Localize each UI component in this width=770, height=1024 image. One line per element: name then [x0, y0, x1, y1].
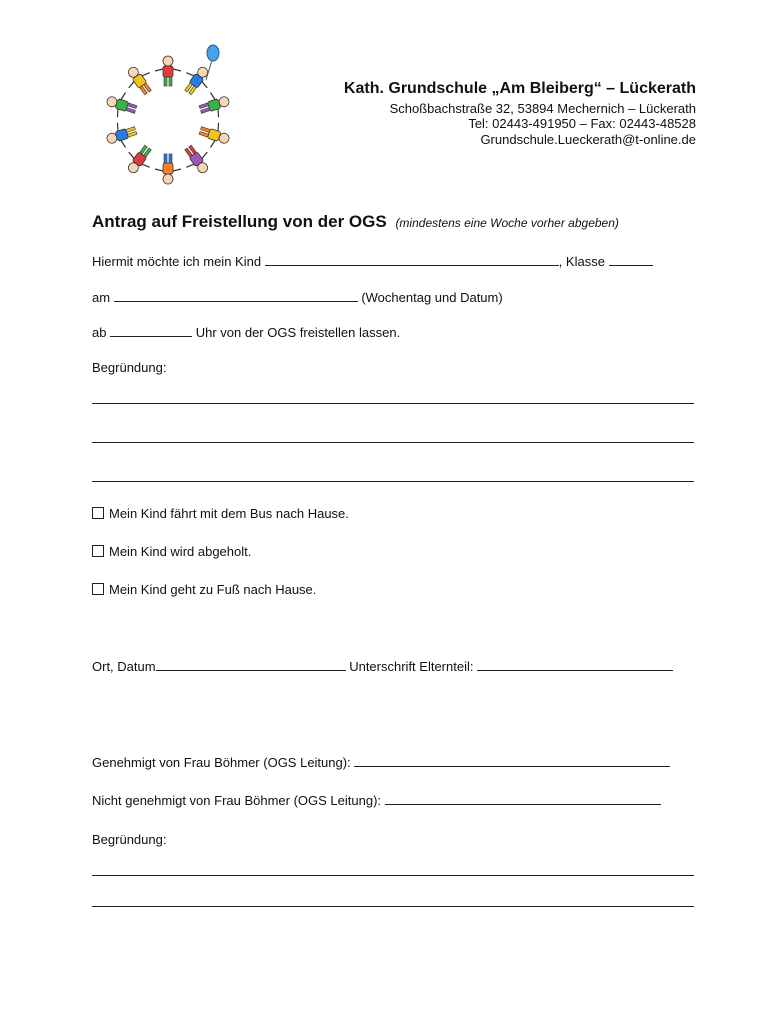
signature-label: Unterschrift Elternteil:: [349, 659, 474, 674]
date-hint: (Wochentag und Datum): [361, 290, 503, 305]
reason-label-2: Begründung:: [92, 832, 167, 847]
option-bus-label: Mein Kind fährt mit dem Bus nach Hause.: [109, 506, 349, 521]
time-field[interactable]: [110, 324, 192, 337]
option-pickup-label: Mein Kind wird abgeholt.: [109, 544, 252, 559]
reason-line-4[interactable]: [92, 875, 694, 876]
school-email: Grundschule.Lueckerath@t-online.de: [480, 132, 696, 147]
weekday-date-field[interactable]: [114, 289, 358, 302]
not-approved-label: Nicht genehmigt von Frau Böhmer (OGS Leitung):: [92, 793, 382, 808]
reason-label: Begründung:: [92, 360, 167, 375]
approved-line: [92, 754, 670, 770]
place-date-field[interactable]: [156, 658, 346, 671]
form-title: [92, 212, 619, 232]
form-title-text: Antrag auf Freistellung von der OGS: [92, 212, 387, 231]
date-label: am: [92, 290, 111, 305]
school-address: Schoßbachstraße 32, 53894 Mechernich – Lückerath: [389, 101, 696, 116]
reason-line-1[interactable]: [92, 403, 694, 404]
not-approved-signature-field[interactable]: [385, 792, 661, 805]
approved-label: Genehmigt von Frau Böhmer (OGS Leitung):: [92, 755, 351, 770]
place-date-label: Ort, Datum: [92, 659, 156, 674]
child-figure-icon: [155, 56, 181, 86]
child-figure-icon: [155, 154, 181, 184]
class-field[interactable]: [609, 253, 653, 266]
child-figure-icon: [120, 140, 159, 180]
child-figure-icon: [120, 61, 159, 101]
time-label: ab: [92, 325, 107, 340]
child-figure-icon: [103, 88, 140, 122]
approved-signature-field[interactable]: [354, 754, 670, 767]
child-figure-icon: [196, 118, 233, 152]
time-line: [92, 324, 400, 340]
child-line: [92, 253, 653, 269]
time-hint: Uhr von der OGS freistellen lassen.: [195, 325, 401, 340]
child-figure-icon: [177, 140, 216, 180]
reason-line-3[interactable]: [92, 481, 694, 482]
date-line: [92, 289, 503, 305]
reason-line-5[interactable]: [92, 906, 694, 907]
reason-line-2[interactable]: [92, 442, 694, 443]
form-title-note: (mindestens eine Woche vorher abgeben): [395, 216, 619, 230]
class-label: , Klasse: [558, 254, 605, 269]
checkbox-pickup[interactable]: [92, 545, 104, 557]
option-walk: [92, 582, 316, 597]
child-label: Hiermit möchte ich mein Kind: [92, 254, 262, 269]
checkbox-bus[interactable]: [92, 507, 104, 519]
not-approved-line: [92, 792, 661, 808]
parent-signature-field[interactable]: [477, 658, 673, 671]
school-name: Kath. Grundschule „Am Bleiberg“ – Lückerath: [343, 80, 696, 97]
option-pickup: [92, 544, 251, 559]
option-bus: [92, 506, 349, 521]
checkbox-walk[interactable]: [92, 583, 104, 595]
child-name-field[interactable]: [265, 253, 559, 266]
option-walk-label: Mein Kind geht zu Fuß nach Hause.: [109, 582, 317, 597]
school-phone-fax: Tel: 02443-491950 – Fax: 02443-48528: [468, 116, 696, 131]
child-figure-icon: [196, 88, 233, 122]
child-figure-icon: [103, 118, 140, 152]
school-logo-icon: [100, 40, 250, 190]
signature-line: [92, 658, 673, 674]
